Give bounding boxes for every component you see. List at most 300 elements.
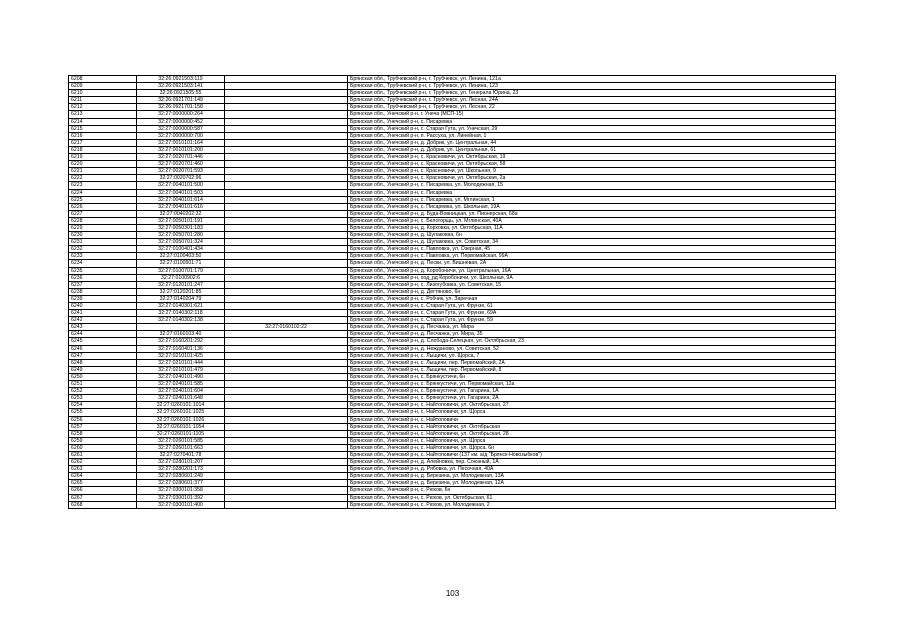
cadastral-number-cell: 32:27:0000000:700 xyxy=(137,132,225,139)
row-number-cell: 6261 xyxy=(69,451,137,458)
cadastral-number-alt-cell xyxy=(225,310,348,317)
table-row xyxy=(69,345,836,352)
row-number-cell: 6231 xyxy=(69,239,137,246)
row-number-cell: 6246 xyxy=(69,345,137,352)
table-row xyxy=(69,501,836,508)
cadastral-number-cell: 32:27:0160201:292 xyxy=(137,338,225,345)
cadastral-number-alt-cell xyxy=(225,381,348,388)
cadastral-number-alt-cell xyxy=(225,203,348,210)
row-number-cell: 6211 xyxy=(69,97,137,104)
cadastral-number-alt-cell xyxy=(225,501,348,508)
cadastral-number-cell: 32:27:0280201:173 xyxy=(137,466,225,473)
row-number-cell: 6244 xyxy=(69,331,137,338)
cadastral-number-cell: 32:27:0260101:1014 xyxy=(137,402,225,409)
row-number-cell: 6209 xyxy=(69,83,137,90)
row-number-cell: 6216 xyxy=(69,132,137,139)
cadastral-number-cell: 32:27:0140204:79 xyxy=(137,295,225,302)
row-number-cell: 6259 xyxy=(69,437,137,444)
cadastral-number-cell: 32:27:0260101:585 xyxy=(137,437,225,444)
table-row xyxy=(69,295,836,302)
table-row xyxy=(69,260,836,267)
address-cell: Брянская обл., Унечский р-н, с. Найтоповичи (137 км. а/д "Брянск-Новозыбков") xyxy=(348,451,836,458)
cadastral-number-alt-cell xyxy=(225,90,348,97)
address-cell: Брянская обл., Унечский р-н, с. Рюхов, ул. Молодежная, 2 xyxy=(348,501,836,508)
cadastral-number-cell: 32:27:0140302:118 xyxy=(137,310,225,317)
row-number-cell: 6242 xyxy=(69,317,137,324)
row-number-cell: 6221 xyxy=(69,168,137,175)
cadastral-number-alt-cell xyxy=(225,154,348,161)
address-cell: Брянская обл., Унечский р-н, с. Брянкустичи, 6н xyxy=(348,373,836,380)
row-number-cell: 6264 xyxy=(69,473,137,480)
cadastral-number-cell: 32:27:0260101:1054 xyxy=(137,423,225,430)
cadastral-number-cell: 32:27:0000000:264 xyxy=(137,111,225,118)
cadastral-number-alt-cell xyxy=(225,97,348,104)
row-number-cell: 6217 xyxy=(69,139,137,146)
cadastral-number-cell: 32:27:0260101:1025 xyxy=(137,409,225,416)
cadastral-number-alt-cell xyxy=(225,466,348,473)
cadastral-number-cell: 32:27:0140302:138 xyxy=(137,317,225,324)
address-cell: Брянская обл., Унечский р-н, с. Лыщичи, пер. Первомайский, 2А xyxy=(348,359,836,366)
cadastral-number-alt-cell xyxy=(225,430,348,437)
cadastral-number-alt-cell xyxy=(225,111,348,118)
address-cell: Брянская обл., Унечский р-н, с. Найтоповичи xyxy=(348,416,836,423)
table-row xyxy=(69,437,836,444)
cadastral-number-cell: 32:27:0020701:460 xyxy=(137,161,225,168)
row-number-cell: 6250 xyxy=(69,373,137,380)
cadastral-number-alt-cell xyxy=(225,125,348,132)
cadastral-number-cell: 32:27:0040101:616 xyxy=(137,203,225,210)
cadastral-number-alt-cell xyxy=(225,338,348,345)
row-number-cell: 6239 xyxy=(69,295,137,302)
table-row xyxy=(69,139,836,146)
address-cell: Брянская обл., Унечский р-н, ход_рд Коробоничи, ул. Школьная, 9А xyxy=(348,274,836,281)
row-number-cell: 6220 xyxy=(69,161,137,168)
row-number-cell: 6249 xyxy=(69,366,137,373)
cadastral-number-cell: 32:27:0210101:444 xyxy=(137,359,225,366)
address-cell: Брянская обл., Трубчевский р-н, г. Трубчевск, ул. Ленина, 123 xyxy=(348,83,836,90)
cadastral-number-cell: 32:26:0921701:158 xyxy=(137,104,225,111)
row-number-cell: 6238 xyxy=(69,288,137,295)
row-number-cell: 6225 xyxy=(69,196,137,203)
cadastral-number-alt-cell xyxy=(225,139,348,146)
table-row xyxy=(69,310,836,317)
cadastral-number-cell: 32:27:0160401:136 xyxy=(137,345,225,352)
address-cell: Брянская обл., Унечский р-н, с. Робчик, ул. Заречная xyxy=(348,295,836,302)
cadastral-number-alt-cell xyxy=(225,210,348,217)
row-number-cell: 6251 xyxy=(69,381,137,388)
address-cell: Брянская обл., Унечский р-н, с. Старая Гута, ул. Фрунзе, 69А xyxy=(348,310,836,317)
cadastral-number-alt-cell xyxy=(225,217,348,224)
address-cell: Брянская обл., Трубчевский р-н, г. Трубчевск, ул. Лесная, 24А xyxy=(348,97,836,104)
address-cell: Брянская обл., Унечский р-н, г. Унеча (МСП-15) xyxy=(348,111,836,118)
cadastral-number-cell: 32:27:0020702:96 xyxy=(137,175,225,182)
row-number-cell: 6213 xyxy=(69,111,137,118)
row-number-cell: 6226 xyxy=(69,203,137,210)
table-row xyxy=(69,373,836,380)
row-number-cell: 6247 xyxy=(69,352,137,359)
address-cell: Брянская обл., Унечский р-н, с. Брянкустичи, ул. Гагарина, 2А xyxy=(348,395,836,402)
address-cell: Брянская обл., Унечский р-н, с. Рюхов, ул. Октябрьская, 61 xyxy=(348,494,836,501)
address-cell: Брянская обл., Унечский р-н, д. Шулаковка, ул. Советская, 34 xyxy=(348,239,836,246)
registry-table xyxy=(68,75,836,509)
row-number-cell: 6256 xyxy=(69,416,137,423)
address-cell: Брянская обл., Унечский р-н, с. Писаревка xyxy=(348,118,836,125)
table-row xyxy=(69,402,836,409)
address-cell: Брянская обл., Унечский р-н, д. Слобода-Селецкая, ул. Октябрьская, 23 xyxy=(348,338,836,345)
cadastral-number-alt-cell xyxy=(225,409,348,416)
address-cell: Брянская обл., Унечский р-н, д. Песчанка, ул. Мира xyxy=(348,324,836,331)
table-row xyxy=(69,359,836,366)
cadastral-number-cell: 32:26:0921701:149 xyxy=(137,97,225,104)
address-cell: Брянская обл., Унечский р-н, д. Добрик, ул. Центральная, 61 xyxy=(348,146,836,153)
cadastral-number-alt-cell xyxy=(225,267,348,274)
table-row xyxy=(69,210,836,217)
address-cell: Брянская обл., Унечский р-н, с. Лыщичи, ул. Щорса, 7 xyxy=(348,352,836,359)
table-row xyxy=(69,451,836,458)
cadastral-number-alt-cell xyxy=(225,281,348,288)
cadastral-number-cell: 32:27:0260101:1026 xyxy=(137,416,225,423)
address-cell: Брянская обл., Унечский р-н, с. Красновичи, ул. Школьная, 9 xyxy=(348,168,836,175)
table-row xyxy=(69,395,836,402)
cadastral-number-alt-cell xyxy=(225,175,348,182)
cadastral-number-alt-cell xyxy=(225,168,348,175)
row-number-cell: 6266 xyxy=(69,487,137,494)
cadastral-number-alt-cell xyxy=(225,388,348,395)
cadastral-number-cell: 32:27:0120201:85 xyxy=(137,288,225,295)
address-cell: Брянская обл., Унечский р-н, д. Добрик, ул. Центральная, 44 xyxy=(348,139,836,146)
row-number-cell: 6265 xyxy=(69,480,137,487)
table-row xyxy=(69,274,836,281)
row-number-cell: 6268 xyxy=(69,501,137,508)
address-cell: Брянская обл., Унечский р-н, с. Павловка, ул. Первомайская, 99А xyxy=(348,253,836,260)
row-number-cell: 6263 xyxy=(69,466,137,473)
row-number-cell: 6222 xyxy=(69,175,137,182)
table-row xyxy=(69,232,836,239)
cadastral-number-cell: 32:27:0270401:78 xyxy=(137,451,225,458)
address-cell: Брянская обл., Унечский р-н, д. Березина, ул. Молодежная, 12А xyxy=(348,480,836,487)
address-cell: Брянская обл., Унечский р-н, д. Дегтяновo, 6н xyxy=(348,288,836,295)
cadastral-number-cell: 32:27:0040101:500 xyxy=(137,182,225,189)
address-cell: Брянская обл., Унечский р-н, с. Найтоповичи, ул. Октябрьская, 28 xyxy=(348,430,836,437)
cadastral-number-alt-cell xyxy=(225,352,348,359)
address-cell: Брянская обл., Трубчевский р-н, г. Трубчевск, ул. Генерала Юрина, 23 xyxy=(348,90,836,97)
row-number-cell: 6214 xyxy=(69,118,137,125)
address-cell: Брянская обл., Унечский р-н, с. Писаревка, ул. Школьная, 19А xyxy=(348,203,836,210)
table-row xyxy=(69,146,836,153)
cadastral-number-cell: 32:27:0160103:40 xyxy=(137,331,225,338)
cadastral-number-alt-cell xyxy=(225,132,348,139)
row-number-cell: 6235 xyxy=(69,267,137,274)
table-row xyxy=(69,366,836,373)
registry-table-container xyxy=(68,75,835,509)
address-cell: Брянская обл., Унечский р-н, с. Старая Гута, ул. Унечская, 29 xyxy=(348,125,836,132)
address-cell: Брянская обл., Унечский р-н, с. Найтоповичи, ул. Щорса, 6н xyxy=(348,444,836,451)
cadastral-number-alt-cell xyxy=(225,459,348,466)
cadastral-number-cell: 32:27:0020701:593 xyxy=(137,168,225,175)
table-row xyxy=(69,125,836,132)
cadastral-number-cell: 32:27:0240101:585 xyxy=(137,381,225,388)
row-number-cell: 6236 xyxy=(69,274,137,281)
table-row xyxy=(69,416,836,423)
table-row xyxy=(69,111,836,118)
cadastral-number-cell: 32:27:0050301:183 xyxy=(137,224,225,231)
cadastral-number-alt-cell xyxy=(225,196,348,203)
table-row xyxy=(69,189,836,196)
cadastral-number-cell: 32:27:0100403:50 xyxy=(137,253,225,260)
address-cell: Брянская обл., Унечский р-н, с. Старая Гута, ул. Фрунзе, 59 xyxy=(348,317,836,324)
cadastral-number-cell: 32:27:0000000:587 xyxy=(137,125,225,132)
cadastral-number-cell: 32:27:0100701:179 xyxy=(137,267,225,274)
row-number-cell: 6252 xyxy=(69,388,137,395)
cadastral-number-alt-cell xyxy=(225,473,348,480)
row-number-cell: 6232 xyxy=(69,246,137,253)
table-row xyxy=(69,331,836,338)
table-row xyxy=(69,132,836,139)
cadastral-number-alt-cell xyxy=(225,76,348,83)
row-number-cell: 6267 xyxy=(69,494,137,501)
cadastral-number-cell: 32:27:0280101:207 xyxy=(137,459,225,466)
cadastral-number-cell: 32:27:0040202:32 xyxy=(137,210,225,217)
cadastral-number-alt-cell xyxy=(225,487,348,494)
cadastral-number-cell: 32:27:0040101:614 xyxy=(137,196,225,203)
row-number-cell: 6219 xyxy=(69,154,137,161)
row-number-cell: 6223 xyxy=(69,182,137,189)
table-row xyxy=(69,423,836,430)
row-number-cell: 6262 xyxy=(69,459,137,466)
table-row xyxy=(69,217,836,224)
address-cell: Брянская обл., Унечский р-н, с. Белогорщь, ул. Мглинская, 40А xyxy=(348,217,836,224)
table-row xyxy=(69,253,836,260)
address-cell: Брянская обл., Унечский р-н, с. Павловка, ул. Озерная, 45 xyxy=(348,246,836,253)
cadastral-number-alt-cell xyxy=(225,402,348,409)
table-row xyxy=(69,388,836,395)
row-number-cell: 6218 xyxy=(69,146,137,153)
address-cell: Брянская обл., Унечский р-н, с. Писаревка xyxy=(348,189,836,196)
cadastral-number-alt-cell xyxy=(225,480,348,487)
cadastral-number-alt-cell xyxy=(225,373,348,380)
cadastral-number-alt-cell xyxy=(225,83,348,90)
cadastral-number-cell: 32:27:0040101:503 xyxy=(137,189,225,196)
table-row xyxy=(69,168,836,175)
table-row xyxy=(69,444,836,451)
cadastral-number-cell: 32:27:0300101:358 xyxy=(137,487,225,494)
address-cell: Брянская обл., Унечский р-н, с. Найтоповичи, ул. Октябрьская, 27 xyxy=(348,402,836,409)
table-row xyxy=(69,466,836,473)
row-number-cell: 6208 xyxy=(69,76,137,83)
table-row xyxy=(69,90,836,97)
cadastral-number-alt-cell xyxy=(225,253,348,260)
cadastral-number-cell: 32:27:0260101:1105 xyxy=(137,430,225,437)
cadastral-number-alt-cell xyxy=(225,303,348,310)
row-number-cell: 6233 xyxy=(69,253,137,260)
row-number-cell: 6240 xyxy=(69,303,137,310)
address-cell: Брянская обл., Унечский р-н, с. Найтоповичи, ул. Октябрьская xyxy=(348,423,836,430)
cadastral-number-cell: 32:27:0050101:191 xyxy=(137,217,225,224)
cadastral-number-alt-cell xyxy=(225,366,348,373)
table-row xyxy=(69,281,836,288)
table-row xyxy=(69,104,836,111)
address-cell: Брянская обл., Унечский р-н, п. Рассуха, ул. Линейная, 1 xyxy=(348,132,836,139)
address-cell: Брянская обл., Унечский р-н, с. Старая Гута, ул. Фрунзе, 61 xyxy=(348,303,836,310)
cadastral-number-cell: 32:27:0120101:247 xyxy=(137,281,225,288)
row-number-cell: 6243 xyxy=(69,324,137,331)
cadastral-number-alt-cell xyxy=(225,395,348,402)
table-row xyxy=(69,288,836,295)
address-cell: Брянская обл., Унечский р-н, д. Коробоничи, ул. Центральная, 16А xyxy=(348,267,836,274)
cadastral-number-cell: 32:27:0010101:164 xyxy=(137,139,225,146)
cadastral-number-cell: 32:27:0240101:604 xyxy=(137,388,225,395)
row-number-cell: 6257 xyxy=(69,423,137,430)
table-row xyxy=(69,473,836,480)
address-cell: Брянская обл., Унечский р-н, д. Корховка, ул. Октябрьская, 11А xyxy=(348,224,836,231)
row-number-cell: 6215 xyxy=(69,125,137,132)
row-number-cell: 6224 xyxy=(69,189,137,196)
table-row xyxy=(69,267,836,274)
cadastral-number-cell: 32:26:0921503:141 xyxy=(137,83,225,90)
cadastral-number-alt-cell xyxy=(225,224,348,231)
table-row xyxy=(69,76,836,83)
cadastral-number-alt-cell xyxy=(225,331,348,338)
table-row xyxy=(69,430,836,437)
cadastral-number-alt-cell xyxy=(225,182,348,189)
row-number-cell: 6228 xyxy=(69,217,137,224)
address-cell: Брянская обл., Унечский р-н, с. Красновичи, ул. Октябрьская, 2а xyxy=(348,175,836,182)
cadastral-number-cell: 32:27:0100902:6 xyxy=(137,274,225,281)
cadastral-number-cell: 32:27:0020701:446 xyxy=(137,154,225,161)
cadastral-number-cell: 32:27:0050701:280 xyxy=(137,232,225,239)
address-cell: Брянская обл., Унечский р-н, с. Писаревка, ул. Мглинская, 1 xyxy=(348,196,836,203)
page-number: 103 xyxy=(445,589,460,598)
table-row xyxy=(69,494,836,501)
row-number-cell: 6248 xyxy=(69,359,137,366)
cadastral-number-alt-cell xyxy=(225,274,348,281)
table-row xyxy=(69,224,836,231)
cadastral-number-alt-cell xyxy=(225,118,348,125)
row-number-cell: 6255 xyxy=(69,409,137,416)
table-row xyxy=(69,154,836,161)
address-cell: Брянская обл., Унечский р-н, с. Брянкустичи, ул. Первомайская, 12а xyxy=(348,381,836,388)
table-row xyxy=(69,161,836,168)
row-number-cell: 6258 xyxy=(69,430,137,437)
address-cell: Брянская обл., Трубчевский р-н, г. Трубчевск, ул. Лесная, 22 xyxy=(348,104,836,111)
address-cell: Брянская обл., Унечский р-н, с. Красновичи, ул. Октябрьская, 19 xyxy=(348,154,836,161)
row-number-cell: 6254 xyxy=(69,402,137,409)
cadastral-number-alt-cell xyxy=(225,359,348,366)
address-cell: Брянская обл., Унечский р-н, с. Найтоповичи, ул. Щорса xyxy=(348,409,836,416)
table-row xyxy=(69,324,836,331)
address-cell: Брянская обл., Унечский р-н, с. Красновичи, ул. Октябрьская, 58 xyxy=(348,161,836,168)
table-row xyxy=(69,175,836,182)
cadastral-number-cell: 32:27:0000000:452 xyxy=(137,118,225,125)
address-cell: Брянская обл., Унечский р-н, д. Березина, ул. Молодежная, 13А xyxy=(348,473,836,480)
table-row xyxy=(69,487,836,494)
cadastral-number-cell: 32:27:0050701:324 xyxy=(137,239,225,246)
cadastral-number-cell: 32:27:0280601:249 xyxy=(137,473,225,480)
table-row xyxy=(69,409,836,416)
table-row xyxy=(69,196,836,203)
cadastral-number-alt-cell xyxy=(225,189,348,196)
row-number-cell: 6237 xyxy=(69,281,137,288)
row-number-cell: 6241 xyxy=(69,310,137,317)
table-row xyxy=(69,239,836,246)
cadastral-number-cell: 32:27:0210101:479 xyxy=(137,366,225,373)
cadastral-number-alt-cell xyxy=(225,288,348,295)
address-cell: Брянская обл., Унечский р-н, д. Рябовка, ул. Песочная, 40А xyxy=(348,466,836,473)
row-number-cell: 6227 xyxy=(69,210,137,217)
address-cell: Брянская обл., Унечский р-н, с. Найтоповичи, ул. Щорса xyxy=(348,437,836,444)
row-number-cell: 6229 xyxy=(69,224,137,231)
cadastral-number-alt-cell xyxy=(225,345,348,352)
cadastral-number-alt-cell xyxy=(225,232,348,239)
cadastral-number-alt-cell xyxy=(225,161,348,168)
address-cell: Брянская обл., Унечский р-н, д. Алейновка, пер. Союзный, 1А xyxy=(348,459,836,466)
row-number-cell: 6245 xyxy=(69,338,137,345)
cadastral-number-cell: 32:27:0010101:200 xyxy=(137,146,225,153)
cadastral-number-alt-cell: 32:27:0160102:22 xyxy=(225,324,348,331)
address-cell: Брянская обл., Унечский р-н, с. Рюхов, 6н xyxy=(348,487,836,494)
cadastral-number-alt-cell xyxy=(225,494,348,501)
table-row xyxy=(69,303,836,310)
cadastral-number-cell: 32:27:0240101:648 xyxy=(137,395,225,402)
cadastral-number-cell: 32:27:0240101:490 xyxy=(137,373,225,380)
address-cell: Брянская обл., Трубчевский р-н, г. Трубчевск, ул. Ленина, 121а xyxy=(348,76,836,83)
cadastral-number-cell: 32:27:0300101:400 xyxy=(137,501,225,508)
table-row xyxy=(69,97,836,104)
cadastral-number-cell: 32:27:0260101:663 xyxy=(137,444,225,451)
table-row xyxy=(69,338,836,345)
address-cell: Брянская обл., Унечский р-н, д. Буда-Вовницкая, ул. Пионерская, 68а xyxy=(348,210,836,217)
cadastral-number-cell: 32:26:0921503:119 xyxy=(137,76,225,83)
cadastral-number-alt-cell xyxy=(225,239,348,246)
table-row xyxy=(69,381,836,388)
table-row xyxy=(69,480,836,487)
cadastral-number-cell: 32:27:0100501:71 xyxy=(137,260,225,267)
cadastral-number-alt-cell xyxy=(225,416,348,423)
address-cell: Брянская обл., Унечский р-н, д. Песчанка, ул. Мира, 35 xyxy=(348,331,836,338)
cadastral-number-cell: 32:27:0300101:392 xyxy=(137,494,225,501)
address-cell: Брянская обл., Унечский р-н, д. Нежданово, ул. Советская, 52 xyxy=(348,345,836,352)
cadastral-number-alt-cell xyxy=(225,444,348,451)
row-number-cell: 6234 xyxy=(69,260,137,267)
cadastral-number-cell: 32:27:0280601:377 xyxy=(137,480,225,487)
cadastral-number-alt-cell xyxy=(225,146,348,153)
address-cell: Брянская обл., Унечский р-н, д. Пески, ул. Вишневая, 2А xyxy=(348,260,836,267)
row-number-cell: 6212 xyxy=(69,104,137,111)
table-row xyxy=(69,317,836,324)
cadastral-number-cell xyxy=(137,324,225,331)
address-cell: Брянская обл., Унечский р-н, с. Брянкустичи, ул. Гагарина, 1А xyxy=(348,388,836,395)
table-row xyxy=(69,83,836,90)
cadastral-number-cell: 32:27:0140301:621 xyxy=(137,303,225,310)
table-row xyxy=(69,182,836,189)
cadastral-number-alt-cell xyxy=(225,104,348,111)
cadastral-number-alt-cell xyxy=(225,423,348,430)
address-cell: Брянская обл., Унечский р-н, д. Шулаковка, 6н xyxy=(348,232,836,239)
table-row xyxy=(69,203,836,210)
cadastral-number-cell: 32:26:0921505:55 xyxy=(137,90,225,97)
cadastral-number-alt-cell xyxy=(225,317,348,324)
address-cell: Брянская обл., Унечский р-н, с. Лизогубовка, ул. Советская, 15 xyxy=(348,281,836,288)
row-number-cell: 6253 xyxy=(69,395,137,402)
table-row xyxy=(69,246,836,253)
cadastral-number-alt-cell xyxy=(225,246,348,253)
cadastral-number-cell: 32:27:0100401:434 xyxy=(137,246,225,253)
address-cell: Брянская обл., Унечский р-н, с. Лыщичи, пер. Первомайский, 8 xyxy=(348,366,836,373)
address-cell: Брянская обл., Унечский р-н, с. Писаревка, ул. Молодежная, 15 xyxy=(348,182,836,189)
cadastral-number-alt-cell xyxy=(225,437,348,444)
table-row xyxy=(69,352,836,359)
row-number-cell: 6230 xyxy=(69,232,137,239)
